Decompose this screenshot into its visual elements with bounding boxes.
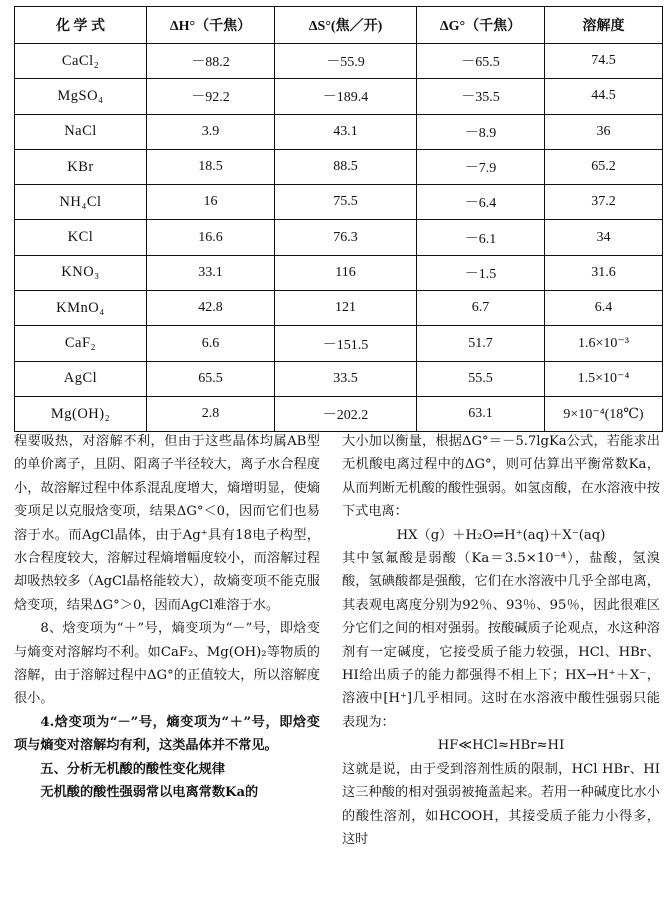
section-heading: 五、分析无机酸的酸性变化规律 [40, 761, 226, 777]
paragraph: 程要吸热，对溶解不利，但由于这些晶体均属AB型的单价离子，且阴、阳离子半径较大，离子水合程度小，故溶解过程中体系混乱度增大，熵增明显，使熵变项足以克服焓变项，结果ΔG°＜0，因而它们也易溶于水。而AgCl晶体，由于Ag⁺具有18电子构型，水合程度较大，溶解过程熵增幅度较小，而溶解过程却吸热较多（AgCl晶格能较大），故熵变项不能克服焓变项，结果ΔG°＞0，因而AgCl难溶于水。 [14, 434, 320, 613]
cell-entropy: 75.5 [275, 185, 417, 220]
cell-entropy: 43.1 [275, 114, 417, 149]
cell-enthalpy: 16.6 [147, 220, 275, 255]
cell-gibbs: 63.1 [417, 396, 545, 431]
cell-solubility: 31.6 [545, 255, 663, 290]
cell-enthalpy: 42.8 [147, 291, 275, 326]
cell-entropy: －202.2 [275, 396, 417, 431]
cell-solubility: 36 [545, 114, 663, 149]
cell-gibbs: －1.5 [417, 255, 545, 290]
table-row [15, 79, 663, 114]
cell-formula: KCl [15, 220, 147, 255]
cell-gibbs: －6.4 [417, 185, 545, 220]
cell-solubility: 6.4 [545, 291, 663, 326]
cell-gibbs: －8.9 [417, 114, 545, 149]
cell-solubility: 1.5×10⁻⁴ [545, 361, 663, 396]
table-row [15, 361, 663, 396]
cell-entropy: －55.9 [275, 44, 417, 79]
cell-entropy: －189.4 [275, 79, 417, 114]
cell-entropy: －151.5 [275, 326, 417, 361]
cell-enthalpy: 16 [147, 185, 275, 220]
table-row [15, 255, 663, 290]
cell-gibbs: 6.7 [417, 291, 545, 326]
paragraph: 8、焓变项为“＋”号，熵变项为“－”号，即焓变与熵变对溶解均不利。如CaF₂、Mg(OH)₂等物质的溶解，由于溶解过程中ΔG°的正值较大，所以溶解度很小。 [14, 621, 320, 707]
table-row [15, 149, 663, 184]
table-row [15, 326, 663, 361]
equation: HF≪HCl≈HBr≈HI [437, 738, 565, 754]
paragraph: 无机酸的酸性强弱常以电离常数Ka的 [40, 785, 259, 801]
cell-enthalpy: 3.9 [147, 114, 275, 149]
cell-entropy: 76.3 [275, 220, 417, 255]
header-enthalpy: ΔH°（千焦） [147, 7, 275, 44]
table-row [15, 220, 663, 255]
cell-formula: NH₄Cl [15, 185, 147, 220]
paragraph: 4.焓变项为“－”号，熵变项为“＋”号，即焓变项与熵变对溶解均有利，这类晶体并不常见。 [14, 714, 320, 754]
header-gibbs: ΔG°（千焦） [417, 7, 545, 44]
cell-enthalpy: 6.6 [147, 326, 275, 361]
table-row [15, 291, 663, 326]
equation: HX（g）＋H₂O⇌H⁺(aq)＋X⁻(aq) [396, 527, 606, 543]
paragraph: 其中氢氟酸是弱酸（Ka＝3.5×10⁻⁴），盐酸，氢溴酸，氢碘酸都是强酸，它们在水溶液中几乎全部电离，其表观电离度分别为92％、93％、95％，因此很难区分它们之间的相对强弱。按酸碱质子论观点，水这种溶剂有一定碱度，它接受质子能力较强，HCl、HBr、HI给出质子的能力都强得不相上下；HX→H⁺＋X⁻，溶液中[H⁺]几乎相同。这时在水溶液中酸性强弱只能表现为： [342, 551, 660, 730]
cell-formula: CaF₂ [15, 326, 147, 361]
thermodynamic-data-table [14, 6, 663, 432]
cell-solubility: 1.6×10⁻³ [545, 326, 663, 361]
cell-solubility: 44.5 [545, 79, 663, 114]
cell-solubility: 74.5 [545, 44, 663, 79]
cell-enthalpy: 33.1 [147, 255, 275, 290]
cell-entropy: 33.5 [275, 361, 417, 396]
cell-gibbs: 51.7 [417, 326, 545, 361]
cell-solubility: 37.2 [545, 185, 663, 220]
cell-formula: KBr [15, 149, 147, 184]
cell-formula: KNO₃ [15, 255, 147, 290]
cell-enthalpy: －92.2 [147, 79, 275, 114]
table-header-row [15, 7, 663, 44]
left-text-column [14, 430, 320, 805]
cell-entropy: 88.5 [275, 149, 417, 184]
cell-formula: KMnO₄ [15, 291, 147, 326]
cell-enthalpy: 18.5 [147, 149, 275, 184]
table-row [15, 44, 663, 79]
header-solubility: 溶解度 [545, 7, 663, 44]
cell-enthalpy: 2.8 [147, 396, 275, 431]
table-row [15, 185, 663, 220]
cell-gibbs: 55.5 [417, 361, 545, 396]
cell-formula: CaCl₂ [15, 44, 147, 79]
table-row [15, 396, 663, 431]
cell-formula: AgCl [15, 361, 147, 396]
cell-formula: Mg(OH)₂ [15, 396, 147, 431]
paragraph: 大小加以衡量，根据ΔG°＝－5.7lgKa公式，若能求出无机酸电离过程中的ΔG°，则可估算出平衡常数Ka，从而判断无机酸的酸性强弱。如氢卤酸，在水溶液中按下式电离： [342, 434, 660, 520]
cell-entropy: 121 [275, 291, 417, 326]
cell-gibbs: －7.9 [417, 149, 545, 184]
table-row [15, 114, 663, 149]
header-formula: 化 学 式 [15, 7, 147, 44]
cell-gibbs: －35.5 [417, 79, 545, 114]
cell-solubility: 9×10⁻⁴(18℃) [545, 396, 663, 431]
cell-gibbs: －6.1 [417, 220, 545, 255]
cell-solubility: 65.2 [545, 149, 663, 184]
header-entropy: ΔS°(焦／开) [275, 7, 417, 44]
cell-enthalpy: －88.2 [147, 44, 275, 79]
cell-formula: MgSO₄ [15, 79, 147, 114]
right-text-column [342, 430, 660, 851]
cell-enthalpy: 65.5 [147, 361, 275, 396]
cell-entropy: 116 [275, 255, 417, 290]
cell-gibbs: －65.5 [417, 44, 545, 79]
cell-solubility: 34 [545, 220, 663, 255]
cell-formula: NaCl [15, 114, 147, 149]
paragraph: 这就是说，由于受到溶剂性质的限制，HCl HBr、HI这三种酸的相对强弱被掩盖起来。若用一种碱度比水小的酸性溶剂，如HCOOH，其接受质子能力小得多，这时 [342, 761, 660, 847]
